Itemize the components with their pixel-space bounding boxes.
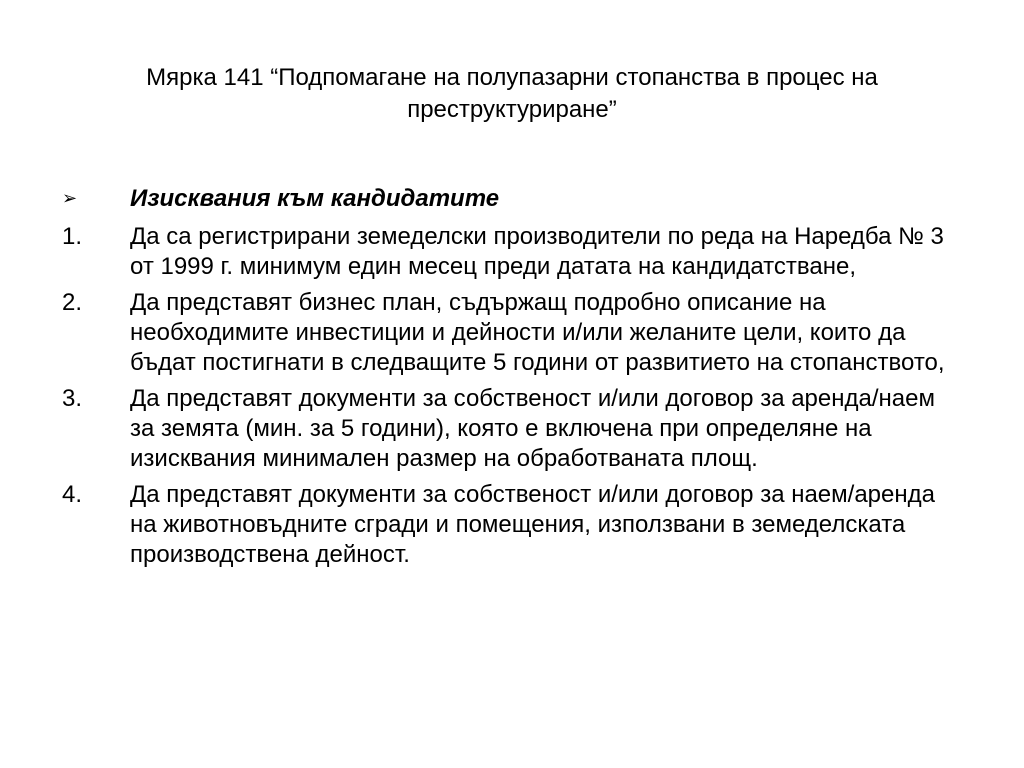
slide-title: Мярка 141 “Подпомагане на полупазарни стопанства в процес на преструктуриране” — [146, 64, 878, 123]
arrow-bullet-icon: ➢ — [62, 188, 78, 209]
list-item-text: Да представят документи за собственост и/или договор за наем/аренда на животновъдните сгради и помещения, използвани в земеделската производствена дейност. — [130, 481, 935, 568]
list-item-number: 4. — [62, 481, 83, 508]
list-item — [62, 384, 962, 474]
list-item-text: Да представят документи за собственост и/или договор за аренда/наем за земята (мин. за 5 години), която е включена при определяне на изисквания минимален размер на обработваната площ. — [130, 385, 935, 472]
section-heading-text: Изисквания към кандидатите — [130, 185, 500, 212]
list-item — [62, 222, 962, 282]
section-heading — [62, 183, 962, 215]
list-item — [62, 480, 962, 570]
requirements-list — [62, 222, 962, 576]
list-item — [62, 288, 962, 378]
list-item-number: 1. — [62, 223, 83, 250]
list-item-number: 3. — [62, 385, 83, 412]
list-item-text: Да са регистрирани земеделски производители по реда на Наредба № 3 от 1999 г. минимум един месец преди датата на кандидатстване, — [130, 223, 944, 280]
list-item-text: Да представят бизнес план, съдържащ подробно описание на необходимите инвестиции и дейности и/или желаните цели, които да бъдат постигнати в следващите 5 години от развитието на стопанството, — [130, 289, 945, 376]
list-item-number: 2. — [62, 289, 83, 316]
